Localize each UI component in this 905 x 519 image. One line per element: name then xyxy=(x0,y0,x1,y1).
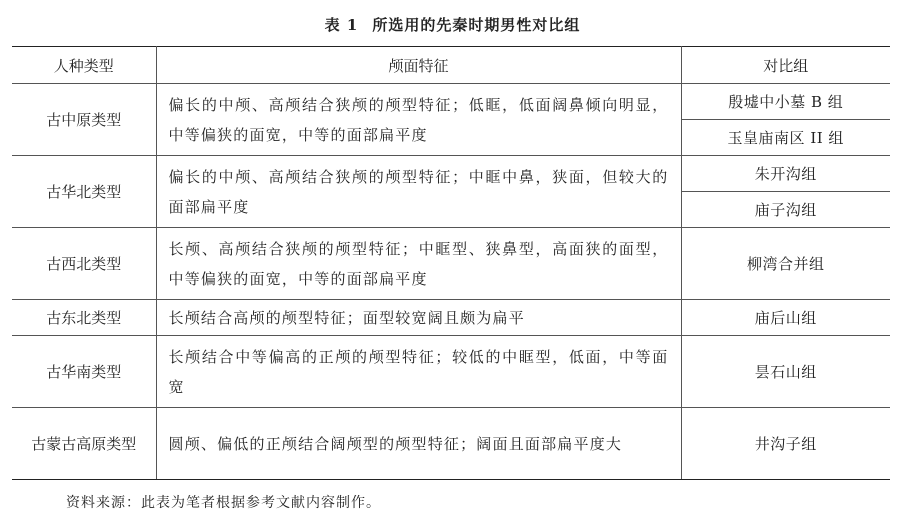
table-row xyxy=(12,300,890,336)
table-header-row xyxy=(12,47,890,84)
comparison-table xyxy=(12,46,890,480)
features-cell: 圆颅、偏低的正颅结合阔颅型的颅型特征；阔面且面部扁平度大 xyxy=(156,408,681,480)
race-type-cell: 古蒙古高原类型 xyxy=(12,408,156,480)
group-cell: 庙后山组 xyxy=(681,300,890,336)
race-type-cell: 古华北类型 xyxy=(12,156,156,228)
table-title: 所选用的先秦时期男性对比组 xyxy=(372,16,581,34)
group-cell: 庙子沟组 xyxy=(681,192,890,228)
features-cell: 长颅结合高颅的颅型特征；面型较宽阔且颇为扁平 xyxy=(156,300,681,336)
header-groups: 对比组 xyxy=(681,47,890,84)
race-type-cell: 古华南类型 xyxy=(12,336,156,408)
race-type-cell: 古西北类型 xyxy=(12,228,156,300)
table-row xyxy=(12,336,890,408)
group-cell: 殷墟中小墓 B 组 xyxy=(681,84,890,120)
table-caption xyxy=(0,14,905,35)
table-row xyxy=(12,408,890,480)
source-note: 资料来源：此表为笔者根据参考文献内容制作。 xyxy=(66,495,381,511)
table-number: 表 1 xyxy=(324,16,359,34)
race-type-cell: 古中原类型 xyxy=(12,84,156,156)
features-cell: 偏长的中颅、高颅结合狭颅的颅型特征；中眶中鼻，狭面，但较大的面部扁平度 xyxy=(156,156,681,228)
group-cell: 玉皇庙南区 II 组 xyxy=(681,120,890,156)
group-cell: 昙石山组 xyxy=(681,336,890,408)
group-cell: 柳湾合并组 xyxy=(681,228,890,300)
table-row xyxy=(12,84,890,120)
features-cell: 偏长的中颅、高颅结合狭颅的颅型特征；低眶，低面阔鼻倾向明显，中等偏狭的面宽，中等的面部扁平度 xyxy=(156,84,681,156)
group-cell: 朱开沟组 xyxy=(681,156,890,192)
features-cell: 长颅、高颅结合狭颅的颅型特征；中眶型、狭鼻型，高面狭的面型，中等偏狭的面宽，中等的面部扁平度 xyxy=(156,228,681,300)
header-type: 人种类型 xyxy=(12,47,156,84)
table-row xyxy=(12,156,890,192)
features-cell: 长颅结合中等偏高的正颅的颅型特征；较低的中眶型，低面，中等面宽 xyxy=(156,336,681,408)
group-cell: 井沟子组 xyxy=(681,408,890,480)
header-features: 颅面特征 xyxy=(156,47,681,84)
race-type-cell: 古东北类型 xyxy=(12,300,156,336)
table-row xyxy=(12,228,890,300)
